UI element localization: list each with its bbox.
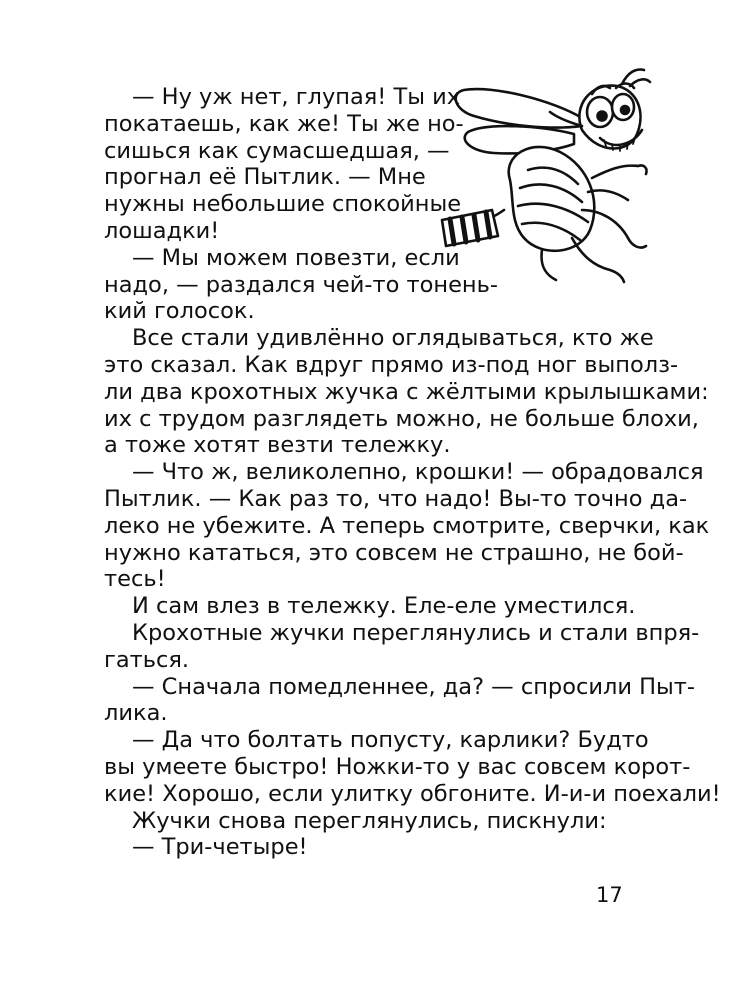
text-line: Пытлик. — Как раз то, что надо! Вы-то точно да-: [104, 485, 688, 512]
text-line: тесь!: [104, 566, 166, 593]
text-line: лошадки!: [104, 217, 220, 244]
paragraph: [104, 459, 710, 593]
paragraph: [104, 593, 636, 620]
text-line: — Мы можем повезти, если: [132, 244, 460, 271]
text-line: нужны небольшие спокойные: [104, 191, 462, 218]
text-line: леко не убежите. А теперь смотрите, сверчки, как: [104, 512, 710, 539]
page-text: [104, 84, 721, 861]
text-line: кие! Хорошо, если улитку обгоните. И-и-и поехали!: [104, 780, 721, 807]
text-line: кий голосок.: [104, 298, 255, 325]
text-line: прогнал её Пытлик. — Мне: [104, 164, 426, 191]
text-line: гаться.: [104, 646, 190, 673]
paragraph: [104, 619, 700, 674]
text-line: нужно кататься, это совсем не страшно, не бой-: [104, 539, 684, 566]
text-line: а тоже хотят везти тележку.: [104, 432, 451, 459]
paragraph: [104, 808, 620, 835]
text-line: — Ну уж нет, глупая! Ты их: [132, 84, 461, 110]
text-line: Жучки снова переглянулись, пискнули:: [132, 807, 607, 834]
text-line: это сказал. Как вдруг прямо из-под ног выполз-: [104, 351, 679, 378]
paragraph: [104, 673, 696, 728]
text-line: надо, — раздался чей-то тонень-: [104, 271, 499, 298]
text-line: покатаешь, как же! Ты же но-: [104, 110, 464, 137]
text-line: ли два крохотных жучка с жёлтыми крылышками:: [104, 378, 709, 405]
page-number: 17: [596, 883, 623, 907]
text-line: — Да что болтать попусту, карлики? Будто: [132, 727, 649, 754]
text-line: — Что ж, великолепно, крошки! — обрадовался: [132, 459, 704, 486]
paragraph: [104, 84, 620, 245]
text-line: — Три-четыре!: [132, 834, 308, 861]
text-line: Все стали удивлённо оглядываться, кто же: [132, 325, 654, 352]
text-line: — Сначала помедленнее, да? — спросили Пыт-: [132, 673, 696, 700]
paragraph: [104, 245, 620, 325]
paragraph: [104, 834, 620, 861]
paragraph: [104, 727, 721, 807]
text-line: И сам влез в тележку. Еле-еле уместился.: [132, 593, 636, 620]
text-line: сишься как сумасшедшая, —: [104, 137, 450, 164]
text-line: Крохотные жучки переглянулись и стали впря-: [132, 619, 700, 646]
text-line: лика.: [104, 700, 168, 727]
paragraph: [104, 325, 709, 459]
text-line: их с трудом разглядеть можно, не больше блохи,: [104, 405, 699, 432]
text-line: вы умеете быстро! Ножки-то у вас совсем корот-: [104, 753, 691, 780]
